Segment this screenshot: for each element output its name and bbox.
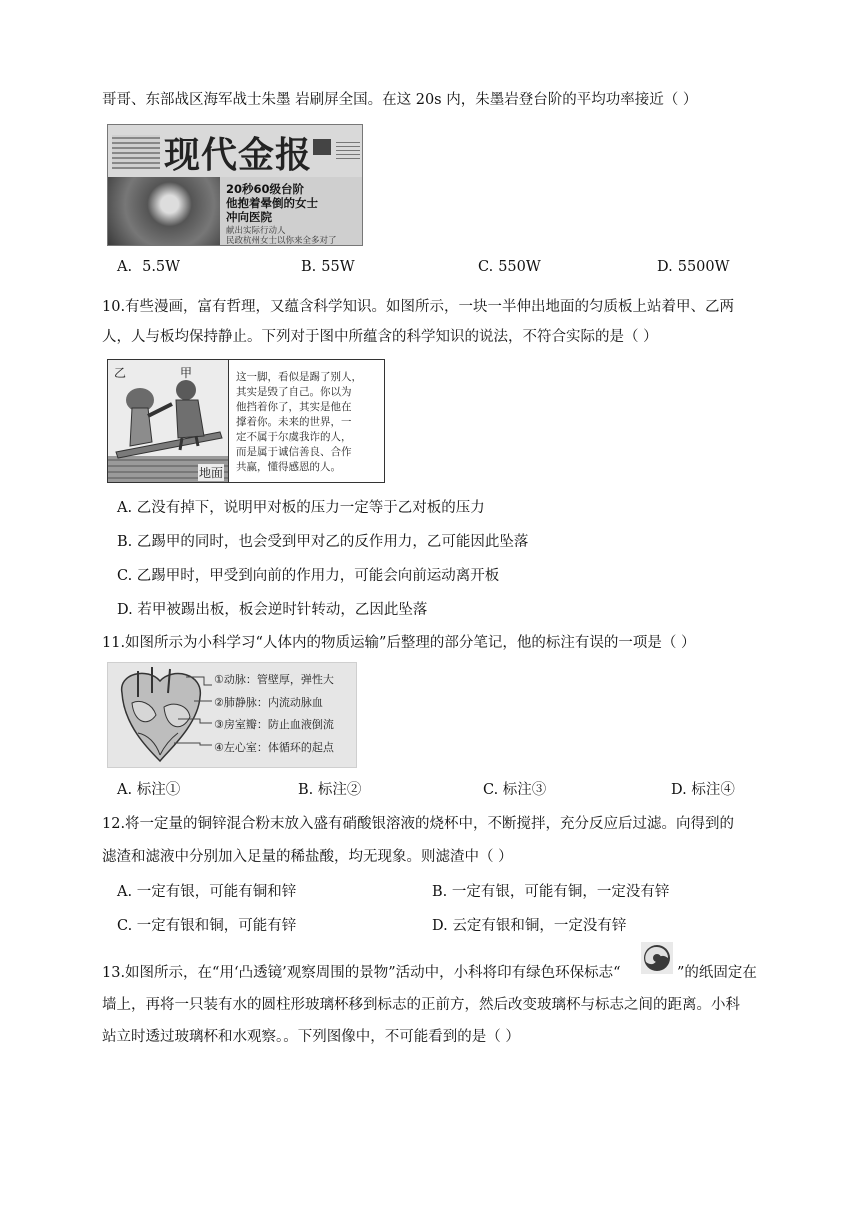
option-text: 5500W xyxy=(677,259,730,275)
option-text: 5.5W xyxy=(142,259,181,275)
q13-text-line: ”的纸固定在 xyxy=(677,965,757,981)
newspaper-subtext: 献出实际行动人 xyxy=(226,226,286,236)
q12-text-line: 滤渣和滤液中分别加入足量的稀盐酸，均无现象。则滤渣中（ ） xyxy=(102,849,513,865)
q11-option-d: D. 标注④ xyxy=(671,782,735,798)
q12-option-b: B. 一定有银，可能有铜，一定没有锌 xyxy=(432,884,670,900)
q9-text-line: 哥哥、东部战区海军战士朱墨 岩刷屏全国。在这 20s 内，朱墨岩登台阶的平均功率接近（ ） xyxy=(102,92,698,108)
newspaper-dateline xyxy=(112,135,160,169)
poem-line: 这一脚，看似是踢了别人， xyxy=(236,371,362,383)
q12-option-d: D. 云定有银和铜，一定没有锌 xyxy=(432,918,627,934)
poem-line: 其实是毁了自己。你以为 xyxy=(236,386,352,398)
comic-poem xyxy=(236,370,378,475)
newspaper-masthead: 现代金报 xyxy=(164,135,313,176)
q11-option-b: B. 标注② xyxy=(298,782,362,798)
q12-option-c: C. 一定有银和铜，可能有锌 xyxy=(117,918,297,934)
newspaper-headline: 冲向医院 xyxy=(226,210,272,224)
poem-line: 定不属于尔虞我诈的人， xyxy=(236,431,352,443)
q13-text-line: 13.如图所示，在“用‘凸透镜’观察周围的景物”活动中，小科将印有绿色环保标志“ xyxy=(102,965,621,981)
newspaper-figure xyxy=(107,124,363,246)
q13-text-line: 墙上，再将一只装有水的圆柱形玻璃杯移到标志的正前方，然后改变玻璃杯与标志之间的距离。小科 xyxy=(102,997,740,1013)
q12-text-line: 12.将一定量的铜锌混合粉末放入盛有硝酸银溶液的烧杯中，不断搅拌，充分反应后过滤。向得到的 xyxy=(102,816,735,832)
label-jia: 甲 xyxy=(180,366,193,380)
newspaper-subtext: 民政杭州女士以你来全多对了 xyxy=(226,236,337,246)
q11-text-line: 11.如图所示为小科学习“人体内的物质运输”后整理的部分笔记，他的标注有误的一项是（ ） xyxy=(102,635,696,651)
label-ground: 地面 xyxy=(199,466,224,480)
option-text: 550W xyxy=(498,259,541,275)
heart-notes xyxy=(214,669,334,759)
q11-option-a: A. 标注① xyxy=(117,782,181,798)
newspaper-stamp xyxy=(313,139,331,155)
q10-text-line: 10.有些漫画，富有哲理，又蕴含科学知识。如图所示，一块一半伸出地面的匀质板上站着甲、乙两 xyxy=(102,299,735,315)
heart-note: ②肺静脉：内流动脉血 xyxy=(214,695,323,709)
q10-option-d: D. 若甲被踢出板，板会逆时针转动，乙因此坠落 xyxy=(117,602,428,618)
option-label: D. xyxy=(657,259,673,275)
poem-line: 共赢，懂得感恩的人。 xyxy=(236,461,341,473)
comic-panel xyxy=(108,360,229,482)
poem-line: 他挡着你了，其实是他在 xyxy=(236,401,352,413)
option-label: C. xyxy=(478,259,494,275)
q12-option-a: A. 一定有银，可能有铜和锌 xyxy=(117,884,297,900)
option-label: B. xyxy=(301,259,317,275)
poem-line: 而是属于诚信善良、合作 xyxy=(236,446,352,458)
q9-option-d xyxy=(657,259,730,275)
heart-note: ③房室瓣：防止血液倒流 xyxy=(214,718,334,731)
heart-note: ①动脉：管壁厚，弹性大 xyxy=(214,673,334,686)
q10-text-line: 人，人与板均保持静止。下列对于图中所蕴含的科学知识的说法，不符合实际的是（ ） xyxy=(102,329,658,345)
q9-option-b xyxy=(301,259,355,275)
q10-option-c: C. 乙踢甲时，甲受到向前的作用力，可能会向前运动离开板 xyxy=(117,568,500,584)
q13-text-line: 站立时透过玻璃杯和水观察。。下列图像中，不可能看到的是（ ） xyxy=(102,1029,520,1045)
newspaper-fineprint xyxy=(336,139,360,159)
q9-option-c xyxy=(478,259,541,275)
green-recycle-logo-icon xyxy=(641,942,673,974)
heart-figure xyxy=(107,662,357,768)
newspaper-photo xyxy=(108,177,220,245)
q10-option-b: B. 乙踢甲的同时，也会受到甲对乙的反作用力，乙可能因此坠落 xyxy=(117,534,529,550)
heart-note: ④左心室：体循环的起点 xyxy=(214,740,334,754)
q10-option-a: A. 乙没有掉下，说明甲对板的压力一定等于乙对板的压力 xyxy=(117,500,485,516)
newspaper-headline: 他抱着晕倒的女士 xyxy=(226,196,318,210)
option-text: 55W xyxy=(321,259,355,275)
q11-option-c: C. 标注③ xyxy=(483,782,547,798)
comic-figure xyxy=(107,359,385,483)
q9-option-a xyxy=(117,259,180,275)
newspaper-headline: 20秒60级台阶 xyxy=(226,182,305,196)
label-yi: 乙 xyxy=(114,366,127,380)
poem-line: 撑着你。未来的世界，一 xyxy=(236,416,352,428)
option-label: A. xyxy=(117,259,133,275)
